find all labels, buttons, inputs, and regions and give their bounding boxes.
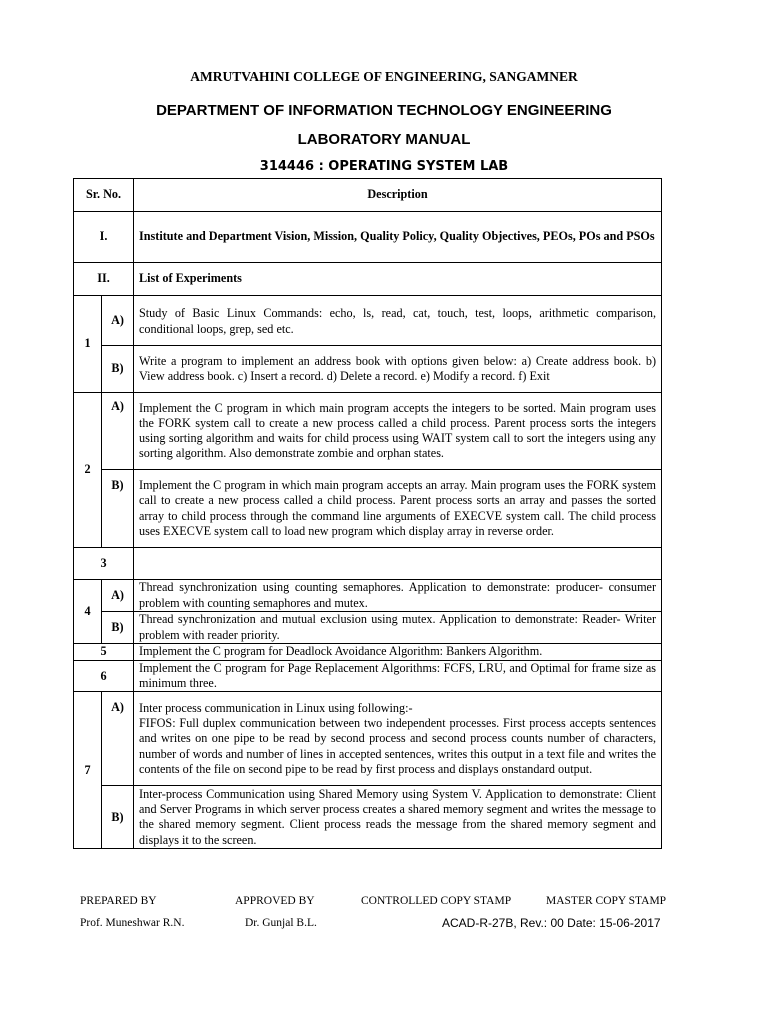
row-description: Institute and Department Vision, Mission, Quality Policy, Quality Objectives, PEOs, POs and PSOs — [134, 212, 662, 263]
table-row — [74, 212, 662, 263]
controlled-copy-stamp-label: CONTROLLED COPY STAMP — [361, 895, 512, 907]
master-copy-stamp-label: MASTER COPY STAMP — [546, 895, 667, 907]
row-number: I. — [74, 212, 134, 263]
sub-label: A) — [102, 580, 134, 612]
table-row — [74, 470, 662, 548]
table-row — [74, 296, 662, 346]
table-row — [74, 393, 662, 470]
sub-label: A) — [102, 393, 134, 470]
sub-label: A) — [102, 692, 134, 786]
manual-title: LABORATORY MANUAL — [297, 131, 471, 148]
course-title: 314446 : OPERATING SYSTEM LAB — [259, 159, 509, 174]
experiment-description: Thread synchronization using counting semaphores. Application to demonstrate: producer- consumer problem with counting semaphores and mutex. — [134, 580, 662, 612]
document-reference: ACAD-R-27B, Rev.: 00 Date: 15-06-2017 — [442, 916, 661, 930]
experiment-number: 7 — [74, 692, 102, 849]
experiment-description: Study of Basic Linux Commands: echo, ls, read, cat, touch, test, loops, arithmetic comparison, conditional loops, grep, sed etc. — [134, 296, 662, 346]
experiment-description: Implement the C program for Deadlock Avoidance Algorithm: Bankers Algorithm. — [134, 644, 662, 661]
experiment-description: Thread synchronization and mutual exclusion using mutex. Application to demonstrate: Reader- Writer problem with reader priority. — [134, 612, 662, 644]
table-row — [74, 644, 662, 661]
experiment-description: Inter-process Communication using Shared Memory using System V. Application to demonstrate: Client and Server Programs in which server process creates a shared memory segment and writes the message to the shared memory segment. Client process reads the message from the shared memory segment and displays it to the screen. — [134, 786, 662, 849]
preparer-name: Prof. Muneshwar R.N. — [80, 917, 185, 929]
department-title: DEPARTMENT OF INFORMATION TECHNOLOGY ENGINEERING — [156, 102, 612, 119]
table-row — [74, 548, 662, 580]
prepared-by-label: PREPARED BY — [80, 895, 157, 907]
experiment-number: 1 — [74, 296, 102, 393]
table-row — [74, 346, 662, 393]
sub-label: B) — [102, 346, 134, 393]
experiment-intro-line: Inter process communication in Linux using following:- — [139, 700, 413, 715]
experiment-description: Implement the C program for Page Replacement Algorithms: FCFS, LRU, and Optimal for frame size as minimum three. — [134, 661, 662, 692]
table-row — [74, 580, 662, 612]
experiment-number: 4 — [74, 580, 102, 644]
sub-label: B) — [102, 612, 134, 644]
column-header-description: Description — [134, 179, 662, 212]
sub-label: A) — [102, 296, 134, 346]
table-row — [74, 263, 662, 296]
approved-by-label: APPROVED BY — [235, 895, 315, 907]
table-row — [74, 612, 662, 644]
experiment-description: Implement the C program in which main program accepts an array. Main program uses the FORK system call to create a new process called a child process. Parent process sorts an array and passes the sorted array to child process through the command line arguments of EXECVE system call. The child process uses EXECVE system call to load new program which display array in reverse order. — [134, 470, 662, 548]
experiment-number: 2 — [74, 393, 102, 548]
row-description: List of Experiments — [134, 263, 662, 296]
table-row — [74, 786, 662, 849]
experiment-number: 5 — [74, 644, 134, 661]
approver-name: Dr. Gunjal B.L. — [245, 917, 317, 929]
experiments-table — [73, 178, 662, 849]
table-row — [74, 661, 662, 692]
experiment-detail: FIFOS: Full duplex communication between two independent processes. First process accepts sentences and writes on one pipe to be read by second process and second process counts number of characters, number of words and number of lines in accepted sentences, writes this output in a text file and writes the contents of the file on second pipe to be read by first process and displays onstandard output. — [139, 716, 657, 776]
experiment-description: Implement the C program in which main program accepts the integers to be sorted. Main program uses the FORK system call to create a new process called a child process. Parent process sorts the integers using sorting algorithm and waits for child process using WAIT system call to sort the integers using any sorting algorithm. Also demonstrate zombie and orphan states. — [134, 393, 662, 470]
row-number: II. — [74, 263, 134, 296]
experiment-number: 3 — [74, 548, 134, 580]
sub-label: B) — [102, 470, 134, 548]
experiment-description — [134, 692, 662, 786]
table-header-row — [74, 179, 662, 212]
column-header-srno: Sr. No. — [74, 179, 134, 212]
experiment-number: 6 — [74, 661, 134, 692]
table-row — [74, 692, 662, 786]
experiment-description — [134, 548, 662, 580]
experiment-description: Write a program to implement an address book with options given below: a) Create address book. b) View address book. c) Insert a record. d) Delete a record. e) Modify a record. f) Exit — [134, 346, 662, 393]
college-name: AMRUTVAHINI COLLEGE OF ENGINEERING, SANGAMNER — [190, 69, 578, 84]
sub-label: B) — [102, 786, 134, 849]
